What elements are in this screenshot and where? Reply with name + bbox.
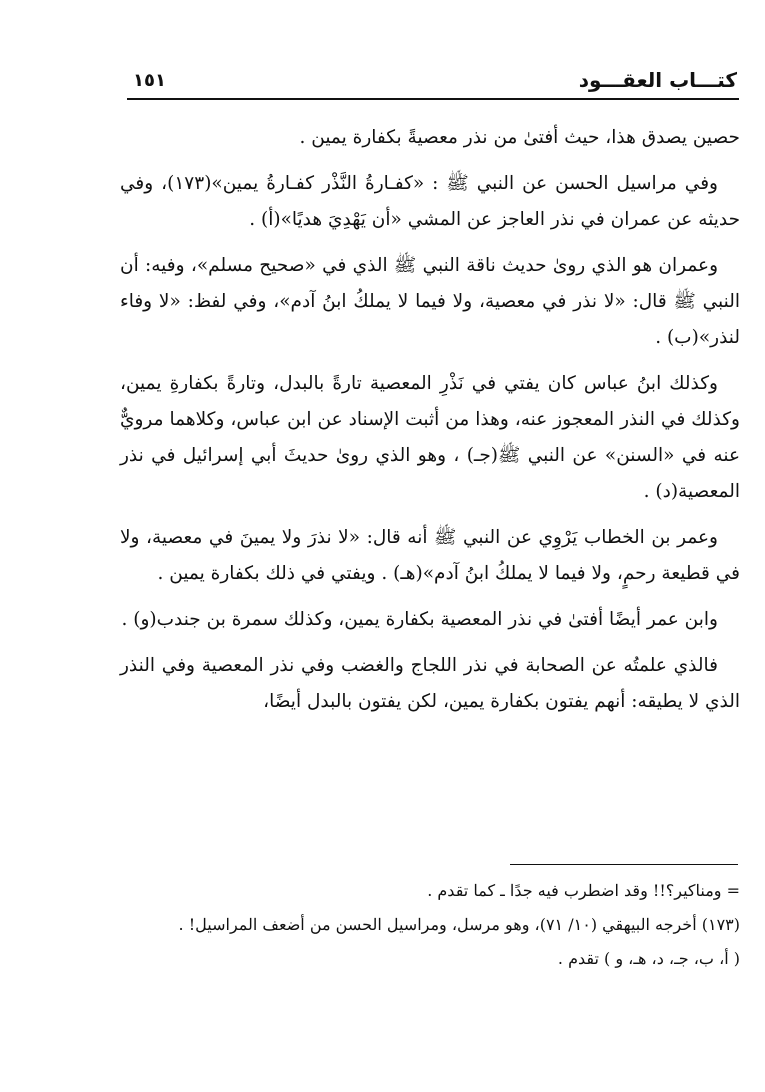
footnote: ( أ، ب، جـ، د، هـ، و ) تقدم . bbox=[557, 949, 740, 968]
footnote: (١٧٣) أخرجه البيهقي (١٠/ ٧١)، وهو مرسل، ومراسيل الحسن من أضعف المراسيل! . bbox=[178, 915, 740, 934]
paragraph: وعمران هو الذي روىٰ حديث ناقة النبي ﷺ الذي في «صحيح مسلم»، وفيه: أن النبي ﷺ قال: «لا نذر في معصية، ولا فيما لا يملكُ ابنُ آدم»، وفي لفظ: «لا وفاء لنذر»(ب) . bbox=[120, 255, 740, 348]
footnote: = ومناكير؟!! وقد اضطرب فيه جدًا ـ كما تقدم . bbox=[427, 881, 740, 900]
paragraph: وفي مراسيل الحسن عن النبي ﷺ : «كفـارةُ النَّذْر كفـارةُ يمين»(١٧٣)، وفي حديثه عن عمران في نذر العاجز عن المشي «أن يَهْدِيَ هديًا»(أ) . bbox=[120, 173, 740, 230]
main-text bbox=[120, 120, 740, 730]
paragraph: وكذلك ابنُ عباس كان يفتي في نَذْرِ المعصية تارةً بالبدل، وتارةً بكفارةِ يمين، وكذلك في النذر المعجوز عنه، وهذا من أثبت الإسناد عن ابن عباس، وكلاهما مرويٌّ عنه في «السنن» عن النبي ﷺ(جـ) ، وهو الذي روىٰ حديثَ أبي إسرائيل في نذر المعصية(د) . bbox=[120, 373, 740, 502]
paragraph: وابن عمر أيضًا أفتىٰ في نذر المعصية بكفارة يمين، وكذلك سمرة بن جندب(و) . bbox=[121, 609, 718, 630]
paragraph: حصين يصدق هذا، حيث أفتىٰ من نذر معصيةً بكفارة يمين . bbox=[299, 127, 740, 148]
page-header bbox=[127, 64, 739, 100]
footnote-divider bbox=[510, 864, 738, 865]
running-title: كتـــاب العقـــود bbox=[578, 68, 737, 92]
footnotes bbox=[120, 876, 740, 978]
paragraph: فالذي علمتُه عن الصحابة في نذر اللجاج والغضب وفي نذر المعصية وفي النذر الذي لا يطيقه: أنهم يفتون بكفارة يمين، لكن يفتون بالبدل أيضًا، bbox=[120, 655, 740, 712]
paragraph: وعمر بن الخطاب يَرْوِي عن النبي ﷺ أنه قال: «لا نذرَ ولا يمينَ في معصية، ولا في قطيعة رحمٍ، ولا فيما لا يملكُ ابنُ آدم»(هـ) . ويفتي في ذلك بكفارة يمين . bbox=[120, 527, 740, 584]
page-number: ١٥١ bbox=[133, 70, 166, 91]
